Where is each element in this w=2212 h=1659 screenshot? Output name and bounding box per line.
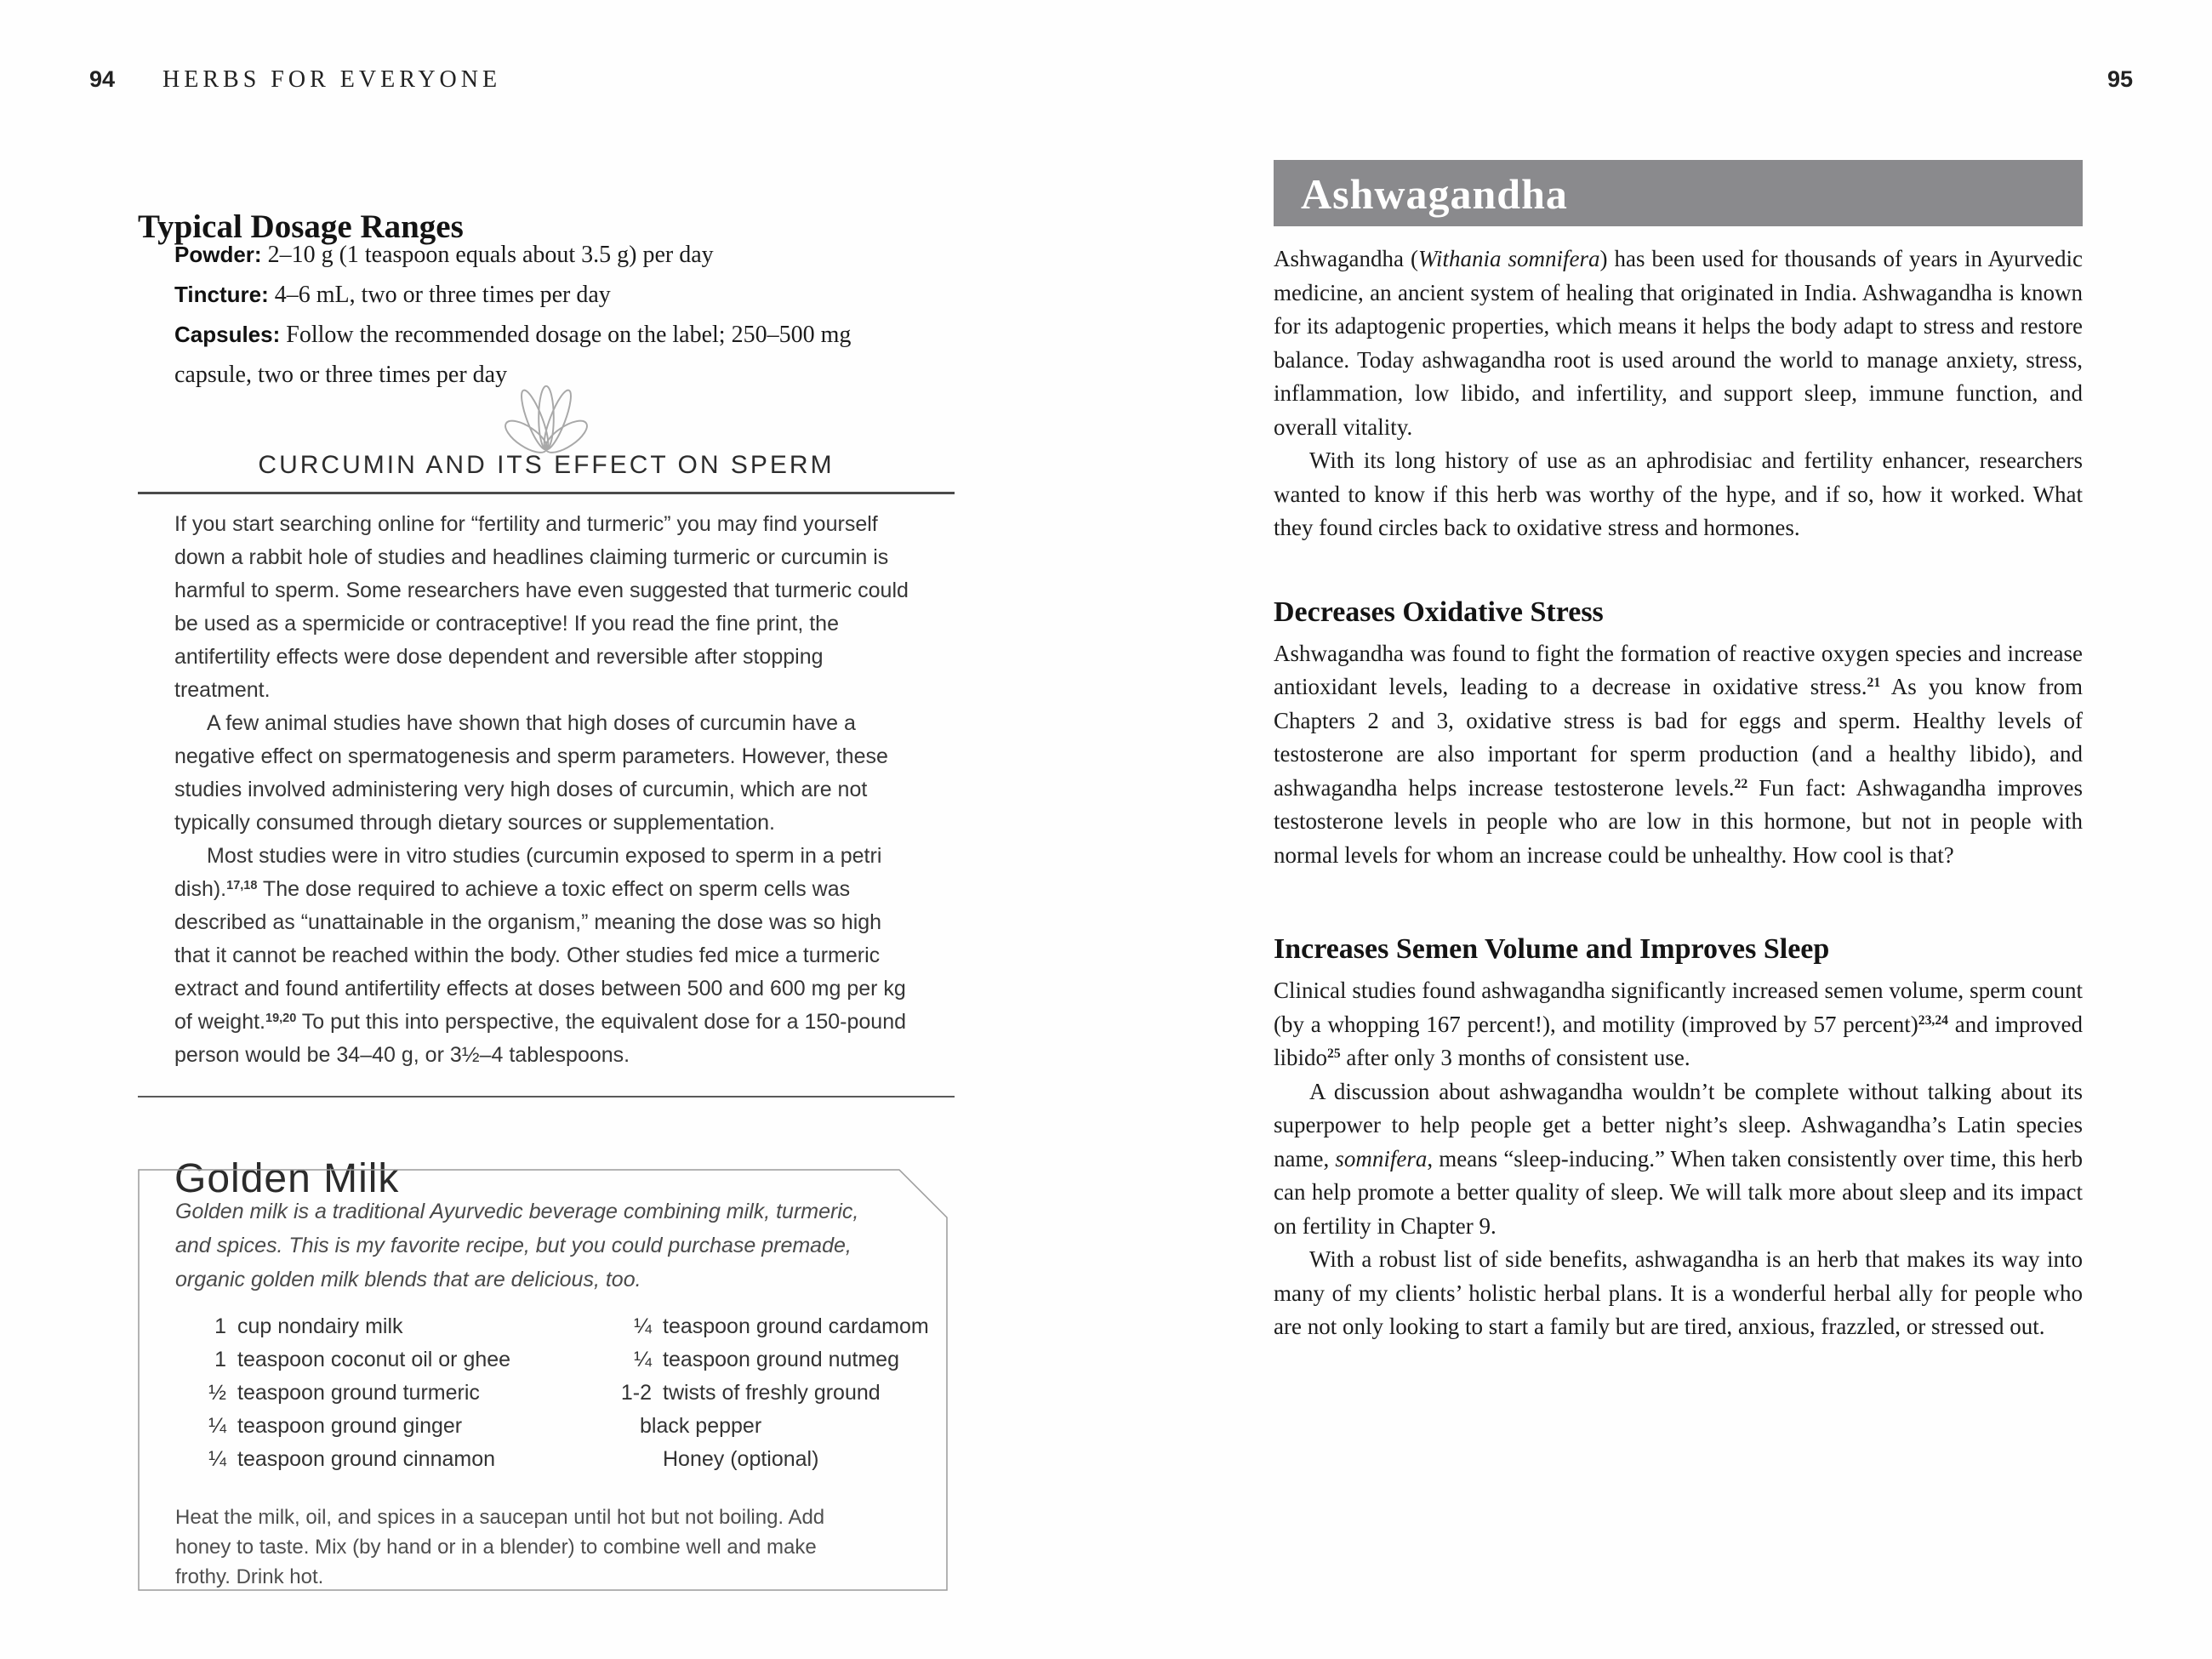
running-header-title: HERBS FOR EVERYONE bbox=[162, 66, 502, 93]
sidebar-title: CURCUMIN AND ITS EFFECT ON SPERM bbox=[258, 451, 835, 479]
chapter-banner bbox=[1274, 160, 2083, 226]
ingredient-name: teaspoon ground cinnamon bbox=[237, 1447, 496, 1471]
ingredient-column-left bbox=[189, 1310, 555, 1476]
ingredient-row bbox=[189, 1410, 555, 1443]
right-page-number: 95 bbox=[2107, 66, 2134, 92]
section-paragraph: With a robust list of side benefits, ashwagandha is an herb that makes its way into many of my clients’ holistic herbal plans. It is a wonderful herbal ally for people who are not only looking to start a family but are tired, anxious, frazzled, or stressed out. bbox=[1274, 1246, 2083, 1339]
left-running-header bbox=[89, 66, 501, 94]
ingredient-name: teaspoon coconut oil or ghee bbox=[237, 1348, 511, 1371]
section-paragraph: Clinical studies found ashwagandha significantly increased semen volume, sperm count (by a whopping 167 percent!), and motility (improved by 57 percent)$^{23,24}$ and improved libido$^{25}$ after only 3 months of consistent use. bbox=[1274, 978, 2083, 1070]
ingredient-name: teaspoon ground ginger bbox=[237, 1414, 463, 1438]
dosage-text: 2–10 g (1 teaspoon equals about 3.5 g) per day bbox=[261, 242, 714, 268]
ingredient-row bbox=[189, 1343, 555, 1377]
ingredient-row bbox=[614, 1443, 929, 1476]
ingredient-row bbox=[189, 1377, 555, 1410]
dosage-list bbox=[174, 235, 923, 395]
section-paragraph: A discussion about ashwagandha wouldn’t be complete without talking about its superpower to help people get a better night’s sleep. Ashwagandha’s Latin species name, somnifera, means “sleep-inducing.” When taken consistently over time, this herb can help promote a better quality of sleep. We will talk more about sleep and its impact on fertility in Chapter 9. bbox=[1274, 1078, 2083, 1239]
dosage-text: 4–6 mL, two or three times per day bbox=[268, 282, 611, 308]
section-heading-semen-sleep: Increases Semen Volume and Improves Sleep bbox=[1274, 933, 1830, 965]
ingredient-name: teaspoon ground cardamom bbox=[663, 1314, 929, 1338]
ingredient-row bbox=[189, 1443, 555, 1476]
ingredient-qty: ½ bbox=[208, 1381, 226, 1405]
ingredient-name: twists of freshly ground bbox=[663, 1381, 881, 1405]
dosage-item-powder bbox=[174, 235, 923, 275]
ingredient-qty: ¼ bbox=[634, 1314, 652, 1338]
dosage-item-tincture bbox=[174, 275, 923, 315]
recipe-intro: Golden milk is a traditional Ayurvedic beverage combining milk, turmeric, and spices. This is my favorite recipe, but you could purchase premade, organic golden milk blends that are delicious, too. bbox=[175, 1200, 859, 1291]
left-page-number: 94 bbox=[89, 66, 116, 92]
ingredient-name-wrap: black pepper bbox=[640, 1414, 762, 1438]
dosage-label: Tincture: bbox=[174, 282, 269, 307]
ingredient-row bbox=[614, 1310, 929, 1343]
section-heading-oxidative-stress: Decreases Oxidative Stress bbox=[1274, 596, 1604, 628]
recipe-title: Golden Milk bbox=[174, 1155, 400, 1201]
ingredient-list bbox=[175, 1310, 929, 1482]
ingredient-qty: 1-2 bbox=[620, 1381, 652, 1405]
ingredient-name: Honey (optional) bbox=[663, 1447, 819, 1471]
sidebar-paragraph: If you start searching online for “fertility and turmeric” you may find yourself down a rabbit hole of studies and headlines claiming turmeric or curcumin is harmful to sperm. Some researchers have even suggested that turmeric could be used as a spermicide or contraceptive! If you read the fine print, the antifertility effects were dose dependent and reversible after stopping treatment. bbox=[174, 512, 909, 702]
sidebar-top-rule bbox=[138, 492, 955, 494]
ingredient-qty: ¼ bbox=[208, 1447, 226, 1471]
ingredient-name: cup nondairy milk bbox=[237, 1314, 403, 1338]
dosage-label: Powder: bbox=[174, 242, 262, 267]
ingredient-row bbox=[614, 1377, 929, 1410]
ingredient-name: teaspoon ground nutmeg bbox=[663, 1348, 899, 1371]
intro-paragraph: With its long history of use as an aphrodisiac and fertility enhancer, researchers wanted to know if this herb was worthy of the hype, and if so, how it worked. What they found circles back to oxidative stress and hormones. bbox=[1274, 448, 2083, 540]
dosage-text: Follow the recommended dosage on the label; 250–500 mg capsule, two or three times per day bbox=[174, 322, 852, 388]
ingredient-row bbox=[189, 1310, 555, 1343]
intro-paragraph: Ashwagandha (Withania somnifera) has been used for thousands of years in Ayurvedic medicine, an ancient system of healing that originated in India. Ashwagandha is known for its adaptogenic properties, which means it helps the body adapt to stress and restore balance. Today ashwagandha root is used around the world to manage anxiety, stress, inflammation, low libido, and infertility, and support sleep, immune function, and overall vitality. bbox=[1274, 246, 2084, 440]
sidebar-bottom-rule bbox=[138, 1096, 955, 1097]
dosage-label: Capsules: bbox=[174, 322, 281, 347]
sidebar-paragraph: A few animal studies have shown that high doses of curcumin have a negative effect on spermatogenesis and sperm parameters. However, these studies involved administering very high doses of curcumin, which are not typically consumed through dietary sources or supplementation. bbox=[174, 711, 888, 835]
sidebar-paragraph: Most studies were in vitro studies (curcumin exposed to sperm in a petri dish).$^{17,18}$ The dose required to achieve a toxic effect on sperm cells was described as “unattainable in the organism,” meaning the dose was so high that it cannot be reached within the body. Other studies fed mice a turmeric extract and found antifertility effects at doses between 500 and 600 mg per kg of weight.$^{19,20}$ To put this into perspective, the equivalent dose for a 150-pound person would be 34–40 g, or 3½–4 tablespoons. bbox=[174, 844, 906, 1067]
ingredient-qty: ¼ bbox=[208, 1414, 226, 1438]
right-running-header bbox=[2107, 66, 2133, 93]
ingredient-qty: 1 bbox=[214, 1348, 226, 1371]
ingredient-qty: ¼ bbox=[634, 1348, 652, 1371]
recipe-content bbox=[138, 1169, 946, 1589]
curcumin-sidebar-body bbox=[174, 508, 921, 1072]
ingredient-name: teaspoon ground turmeric bbox=[237, 1381, 480, 1405]
dosage-section-title: Typical Dosage Ranges bbox=[138, 208, 464, 246]
ingredient-column-right bbox=[614, 1310, 929, 1476]
chapter-title: Ashwagandha bbox=[1301, 170, 1568, 218]
lotus-icon bbox=[482, 379, 611, 454]
section-paragraph: Ashwagandha was found to fight the formation of reactive oxygen species and increase antioxidant levels, leading to a decrease in oxidative stress.$^{21}$ As you know from Chapters 2 and 3, oxidative stress is bad for eggs and sperm. Healthy levels of testosterone are also important for sperm production (and a healthy libido), and ashwagandha helps increase testosterone levels.$^{22}$ Fun fact: Ashwagandha improves testosterone levels in people who are low in this hormone, but not in people with normal levels for whom an increase could be unhealthy. How cool is that? bbox=[1274, 640, 2083, 868]
ingredient-row bbox=[614, 1343, 929, 1377]
recipe-instructions: Heat the milk, oil, and spices in a saucepan until hot but not boiling. Add honey to taste. Mix (by hand or in a blender) to combine well and make frothy. Drink hot. bbox=[175, 1506, 825, 1588]
right-page bbox=[1106, 0, 2212, 1659]
ingredient-qty: 1 bbox=[214, 1314, 226, 1338]
ashwagandha-column bbox=[1274, 160, 2083, 1344]
ingredient-qty bbox=[614, 1443, 652, 1476]
